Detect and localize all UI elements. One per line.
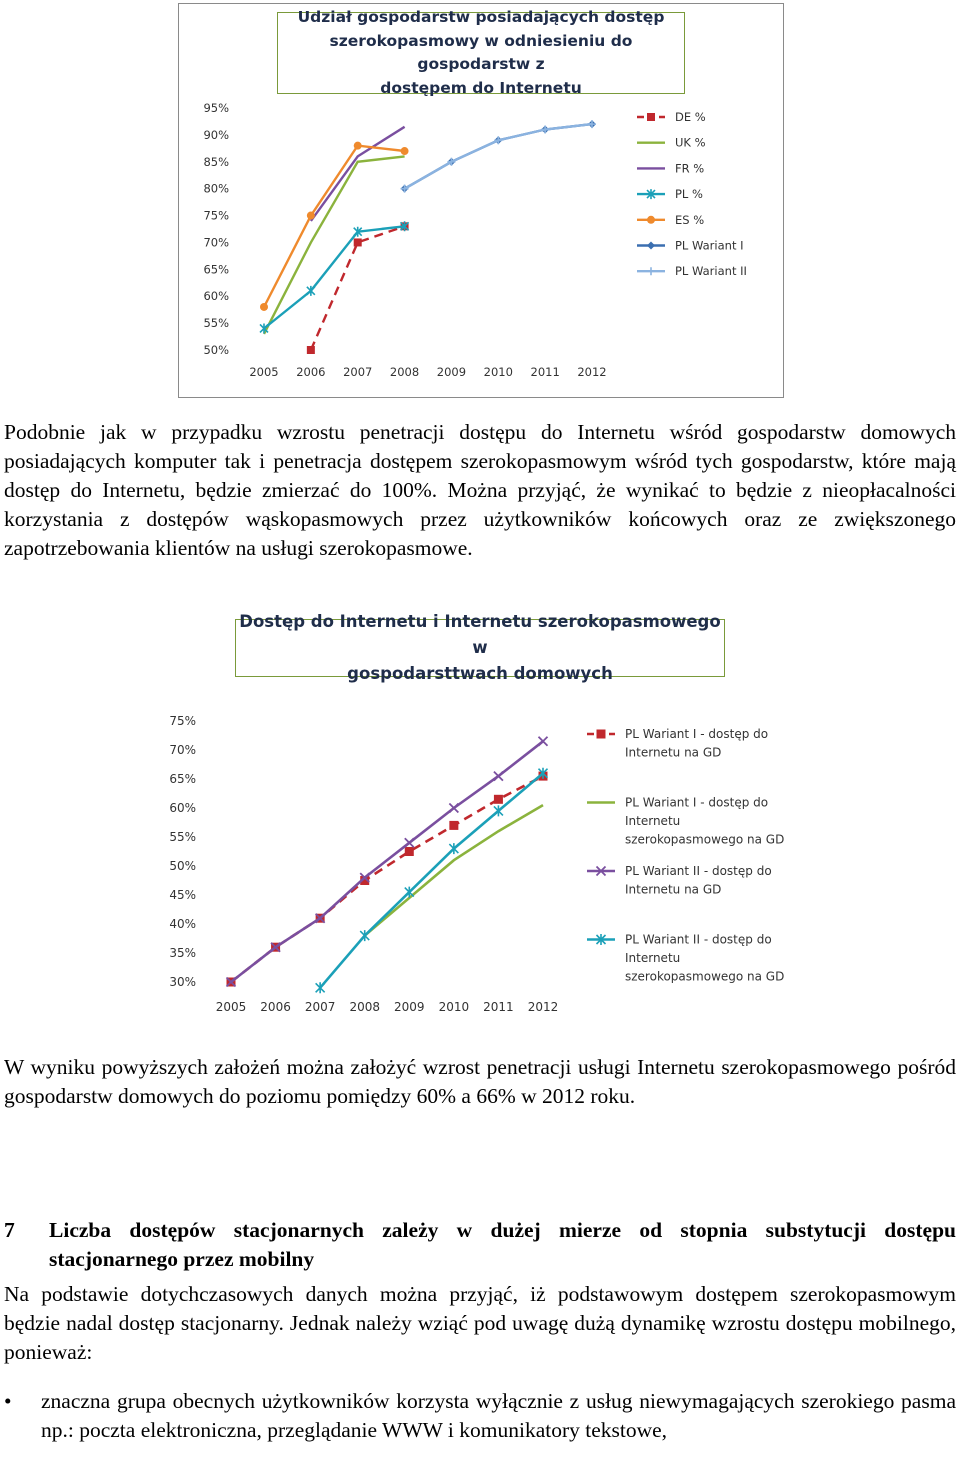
paragraph-1: Podobnie jak w przypadku wzrostu penetracji dostępu do Internetu wśród gospodarstw domowych posiadających komputer tak i penetracja dostępem szerokopasmowym wśród tych gospodarstw, które mają dostęp do Internetu, będzie zmierzać do 100%. Można przyjąć, że wynikać to będzie z nieopłacalności korzystania z dostępów wąskopasmowych przez użytkowników końcowych oraz ze zwiększonego zapotrzebowania klientów na usługi szerokopasmowe.	[4, 420, 956, 560]
legend-label: DE %	[675, 110, 706, 124]
legend-marker	[647, 242, 655, 250]
legend-label: PL %	[675, 187, 703, 202]
data-point	[494, 795, 503, 804]
series-line	[405, 124, 592, 189]
legend-label: szerokopasmowego na GD	[625, 832, 785, 847]
y-tick-label: 60%	[203, 289, 229, 304]
y-tick-label: 60%	[169, 801, 196, 815]
x-tick-label: 2006	[260, 1000, 291, 1014]
y-tick-label: 35%	[169, 946, 196, 960]
x-tick-label: 2005	[249, 365, 279, 379]
legend-marker	[647, 267, 655, 275]
data-point	[405, 838, 414, 847]
paragraph-2: W wyniku powyższych założeń można założyć wzrost penetracji usługi Internetu szerokopasmowego pośród gospodarstw domowych do poziomu pomiędzy 60% a 66% w 2012 roku.	[4, 1055, 956, 1108]
data-point	[405, 847, 414, 856]
legend-label: szerokopasmowego na GD	[625, 969, 785, 984]
x-tick-label: 2006	[296, 365, 326, 379]
series-line	[264, 146, 405, 307]
data-point	[494, 136, 502, 144]
legend-label: Internetu	[625, 814, 681, 828]
y-tick-label: 95%	[203, 101, 229, 115]
data-point	[539, 737, 548, 746]
x-tick-label: 2012	[527, 1000, 559, 1014]
data-point	[354, 238, 362, 246]
y-tick-label: 45%	[169, 888, 196, 902]
x-tick-label: 2007	[343, 365, 373, 379]
y-tick-label: 40%	[169, 917, 196, 931]
data-point	[541, 126, 549, 134]
legend-label: FR %	[675, 161, 705, 176]
y-tick-label: 70%	[203, 235, 229, 250]
chart-2-frame	[144, 612, 812, 1032]
legend-label: Internetu na GD	[625, 745, 722, 760]
legend-label: ES %	[675, 212, 705, 227]
data-point	[405, 887, 414, 898]
paragraph-3: Na podstawie dotychczasowych danych można przyjąć, iż podstawowym dostępem szerokopasmowym będzie nadal dostęp stacjonarny. Jednak należy wziąć pod uwagę dużą dynamikę wzrostu dostępu mobilnego, ponieważ:	[4, 1282, 956, 1364]
data-point	[588, 120, 596, 128]
data-point	[307, 212, 315, 220]
section-title: Liczba dostępów stacjonarnych zależy w dużej mierze od stopnia substytucji dostępu stacjonarnego przez mobilny	[49, 1218, 956, 1271]
data-point	[260, 303, 268, 311]
chart-2-plot	[145, 613, 811, 1031]
legend-label: PL Wariant I - dostęp do	[625, 727, 769, 741]
data-point	[316, 982, 325, 993]
chart-1-title-line: szerokopasmowy w odniesieniu do gospodarstw z	[329, 31, 633, 73]
legend-label: PL Wariant I	[675, 238, 744, 253]
y-tick-label: 65%	[169, 772, 196, 786]
series-line	[264, 156, 405, 334]
y-tick-label: 80%	[203, 181, 229, 196]
x-tick-label: 2011	[530, 365, 560, 379]
y-tick-label: 50%	[169, 859, 196, 873]
x-tick-label: 2007	[304, 1000, 336, 1014]
data-point	[360, 930, 369, 941]
y-tick-label: 50%	[203, 343, 229, 357]
bullet-marker: •	[4, 1389, 12, 1413]
x-tick-label: 2005	[215, 1000, 247, 1014]
y-tick-label: 30%	[169, 975, 196, 989]
data-point	[449, 821, 458, 830]
data-point	[494, 772, 503, 781]
chart-2-title-line: gospodarsttwach domowych	[347, 664, 613, 683]
data-point	[307, 286, 315, 296]
x-tick-label: 2010	[483, 365, 513, 379]
x-tick-label: 2008	[349, 1000, 380, 1014]
legend-marker	[597, 730, 606, 739]
data-point	[401, 147, 409, 155]
y-tick-label: 85%	[203, 154, 229, 169]
data-point	[449, 804, 458, 813]
legend-marker	[647, 113, 655, 121]
series-line	[264, 226, 405, 328]
bullet-list	[4, 1387, 956, 1445]
legend-label: UK %	[675, 135, 706, 150]
data-point	[494, 805, 503, 816]
x-tick-label: 2011	[483, 1000, 514, 1014]
list-item-text: znaczna grupa obecnych użytkowników korzysta wyłącznie z usług niewymagających szerokiego pasma np.: poczta elektroniczna, przeglądanie WWW i komunikatory tekstowe,	[41, 1389, 956, 1442]
x-tick-label: 2010	[438, 1000, 470, 1014]
section-number: 7	[4, 1218, 15, 1242]
legend-label: Internetu na GD	[625, 882, 722, 897]
y-tick-label: 65%	[203, 262, 229, 277]
y-tick-label: 90%	[203, 127, 229, 142]
x-tick-label: 2012	[577, 365, 607, 379]
chart-1-title-line: Udział gospodarstw posiadających dostęp	[297, 8, 665, 26]
x-tick-label: 2008	[389, 365, 420, 379]
series-line	[311, 127, 405, 221]
series-line	[405, 124, 592, 189]
chart-2-title-line: Dostęp do Internetu i Internetu szerokopasmowego w	[239, 612, 721, 657]
legend-marker	[647, 216, 655, 224]
y-tick-label: 70%	[169, 743, 196, 757]
y-tick-label: 75%	[203, 208, 229, 223]
data-point	[307, 346, 315, 354]
data-point	[354, 142, 362, 150]
legend-label: PL Wariant II - dostęp do	[625, 932, 772, 947]
y-tick-label: 75%	[169, 714, 196, 728]
legend-label: Internetu	[625, 951, 681, 965]
data-point	[449, 843, 458, 854]
legend-label: PL Wariant II - dostęp do	[625, 864, 772, 878]
y-tick-label: 55%	[203, 316, 229, 331]
list-item	[4, 1387, 956, 1445]
x-tick-label: 2009	[394, 1000, 425, 1014]
chart-1-frame	[178, 3, 784, 398]
chart-1-title-line: dostępem do Internetu	[380, 78, 582, 97]
legend-label: PL Wariant II	[675, 264, 747, 279]
legend-label: PL Wariant I - dostęp do	[625, 795, 769, 810]
y-tick-label: 55%	[169, 830, 196, 844]
chart-1-plot	[179, 4, 783, 397]
section-heading	[4, 1216, 956, 1274]
x-tick-label: 2009	[436, 365, 467, 379]
